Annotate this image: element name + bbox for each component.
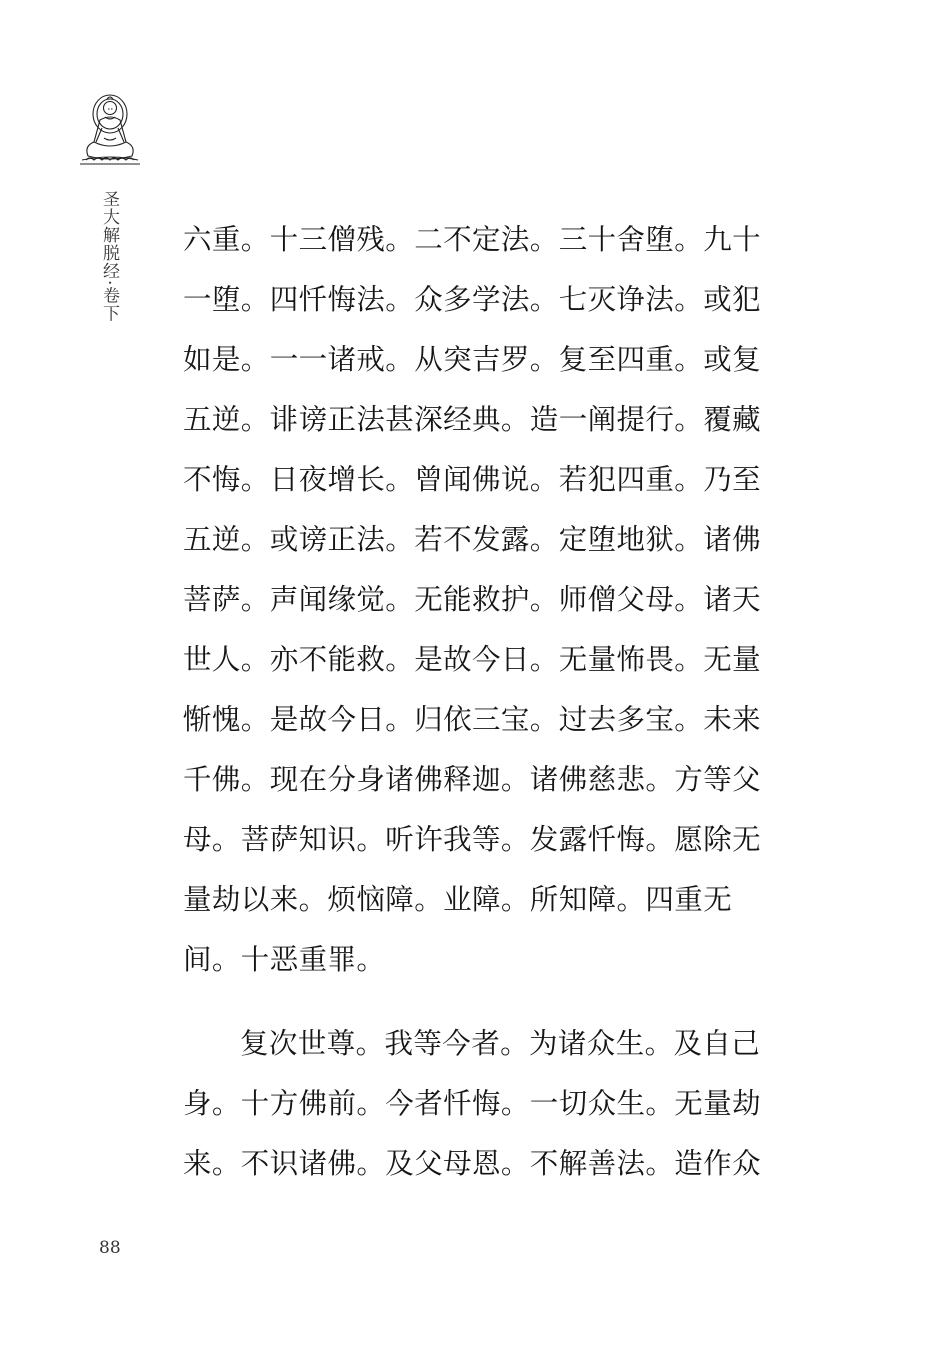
running-title: 圣大解脱经·卷下	[99, 190, 119, 323]
page-number: 88	[99, 1238, 121, 1258]
paragraph-2: 复次世尊。我等今者。为诸众生。及自己身。十方佛前。今者忏悔。一切众生。无量劫来。不识诸佛。及父母恩。不解善法。造作众	[183, 1027, 762, 1180]
buddha-seated-icon	[74, 92, 146, 170]
body-text	[183, 210, 763, 1194]
paragraph-1: 六重。十三僧残。二不定法。三十舍堕。九十一堕。四忏悔法。众多学法。七灭诤法。或犯如是。一一诸戒。从突吉罗。复至四重。或复五逆。诽谤正法甚深经典。造一阐提行。覆藏不悔。日夜增长。曾闻佛说。若犯四重。乃至五逆。或谤正法。若不发露。定堕地狱。诸佛菩萨。声闻缘觉。无能救护。师僧父母。诸天世人。亦不能救。是故今日。无量怖畏。无量惭愧。是故今日。归依三宝。过去多宝。未来千佛。现在分身诸佛释迦。诸佛慈悲。方等父母。菩萨知识。听许我等。发露忏悔。愿除无量劫以来。烦恼障。业障。所知障。四重无间。十恶重罪。	[183, 223, 762, 976]
